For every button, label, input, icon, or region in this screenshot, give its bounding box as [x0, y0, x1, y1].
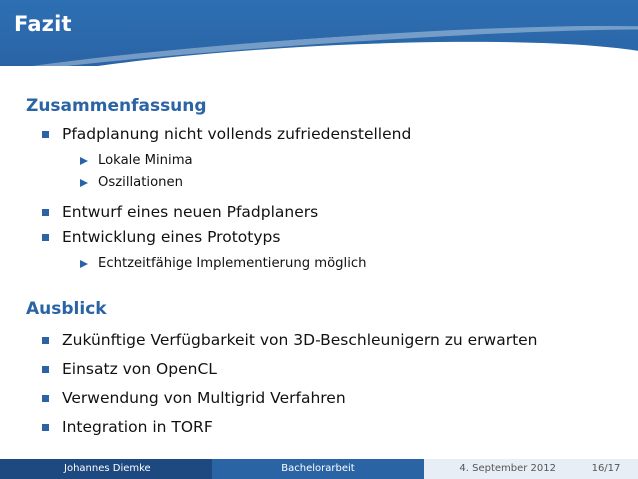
list-item	[42, 331, 538, 349]
list-item-text: Integration in TORF	[62, 418, 213, 436]
footer-author: Johannes Diemke	[0, 459, 212, 479]
list-item	[42, 203, 318, 221]
list-item-text: Einsatz von OpenCL	[62, 360, 217, 378]
square-bullet-icon	[42, 209, 49, 216]
sub-list-item-text: Lokale Minima	[98, 153, 193, 168]
list-item	[42, 125, 411, 143]
list-item-text: Zukünftige Verfügbarkeit von 3D-Beschleunigern zu erwarten	[62, 331, 538, 349]
title-bar	[0, 0, 638, 66]
footer-title: Bachelorarbeit	[212, 459, 424, 479]
section-title-ausblick: Ausblick	[26, 299, 107, 319]
square-bullet-icon	[42, 366, 49, 373]
sub-list-item	[80, 256, 366, 271]
footer-page-number: 16/17	[574, 459, 638, 479]
sub-list-item	[80, 153, 193, 168]
footer-date: 4. September 2012	[424, 459, 574, 479]
square-bullet-icon	[42, 131, 49, 138]
section-title-zusammenfassung: Zusammenfassung	[26, 96, 207, 116]
footer-bar	[0, 459, 638, 479]
list-item-text: Entwicklung eines Prototyps	[62, 228, 281, 246]
square-bullet-icon	[42, 395, 49, 402]
list-item	[42, 360, 217, 378]
list-item	[42, 418, 213, 436]
sub-list-item-text: Echtzeitfähige Implementierung möglich	[98, 256, 367, 271]
square-bullet-icon	[42, 424, 49, 431]
list-item	[42, 389, 346, 407]
frame-title: Fazit	[14, 12, 72, 36]
triangle-bullet-icon	[80, 157, 88, 165]
triangle-bullet-icon	[80, 260, 88, 268]
list-item-text: Verwendung von Multigrid Verfahren	[62, 389, 346, 407]
sub-list-item-text: Oszillationen	[98, 175, 183, 190]
square-bullet-icon	[42, 337, 49, 344]
triangle-bullet-icon	[80, 179, 88, 187]
list-item-text: Pfadplanung nicht vollends zufriedenstellend	[62, 125, 412, 143]
list-item	[42, 228, 280, 246]
sub-list-item	[80, 175, 183, 190]
list-item-text: Entwurf eines neuen Pfadplaners	[62, 203, 319, 221]
square-bullet-icon	[42, 234, 49, 241]
